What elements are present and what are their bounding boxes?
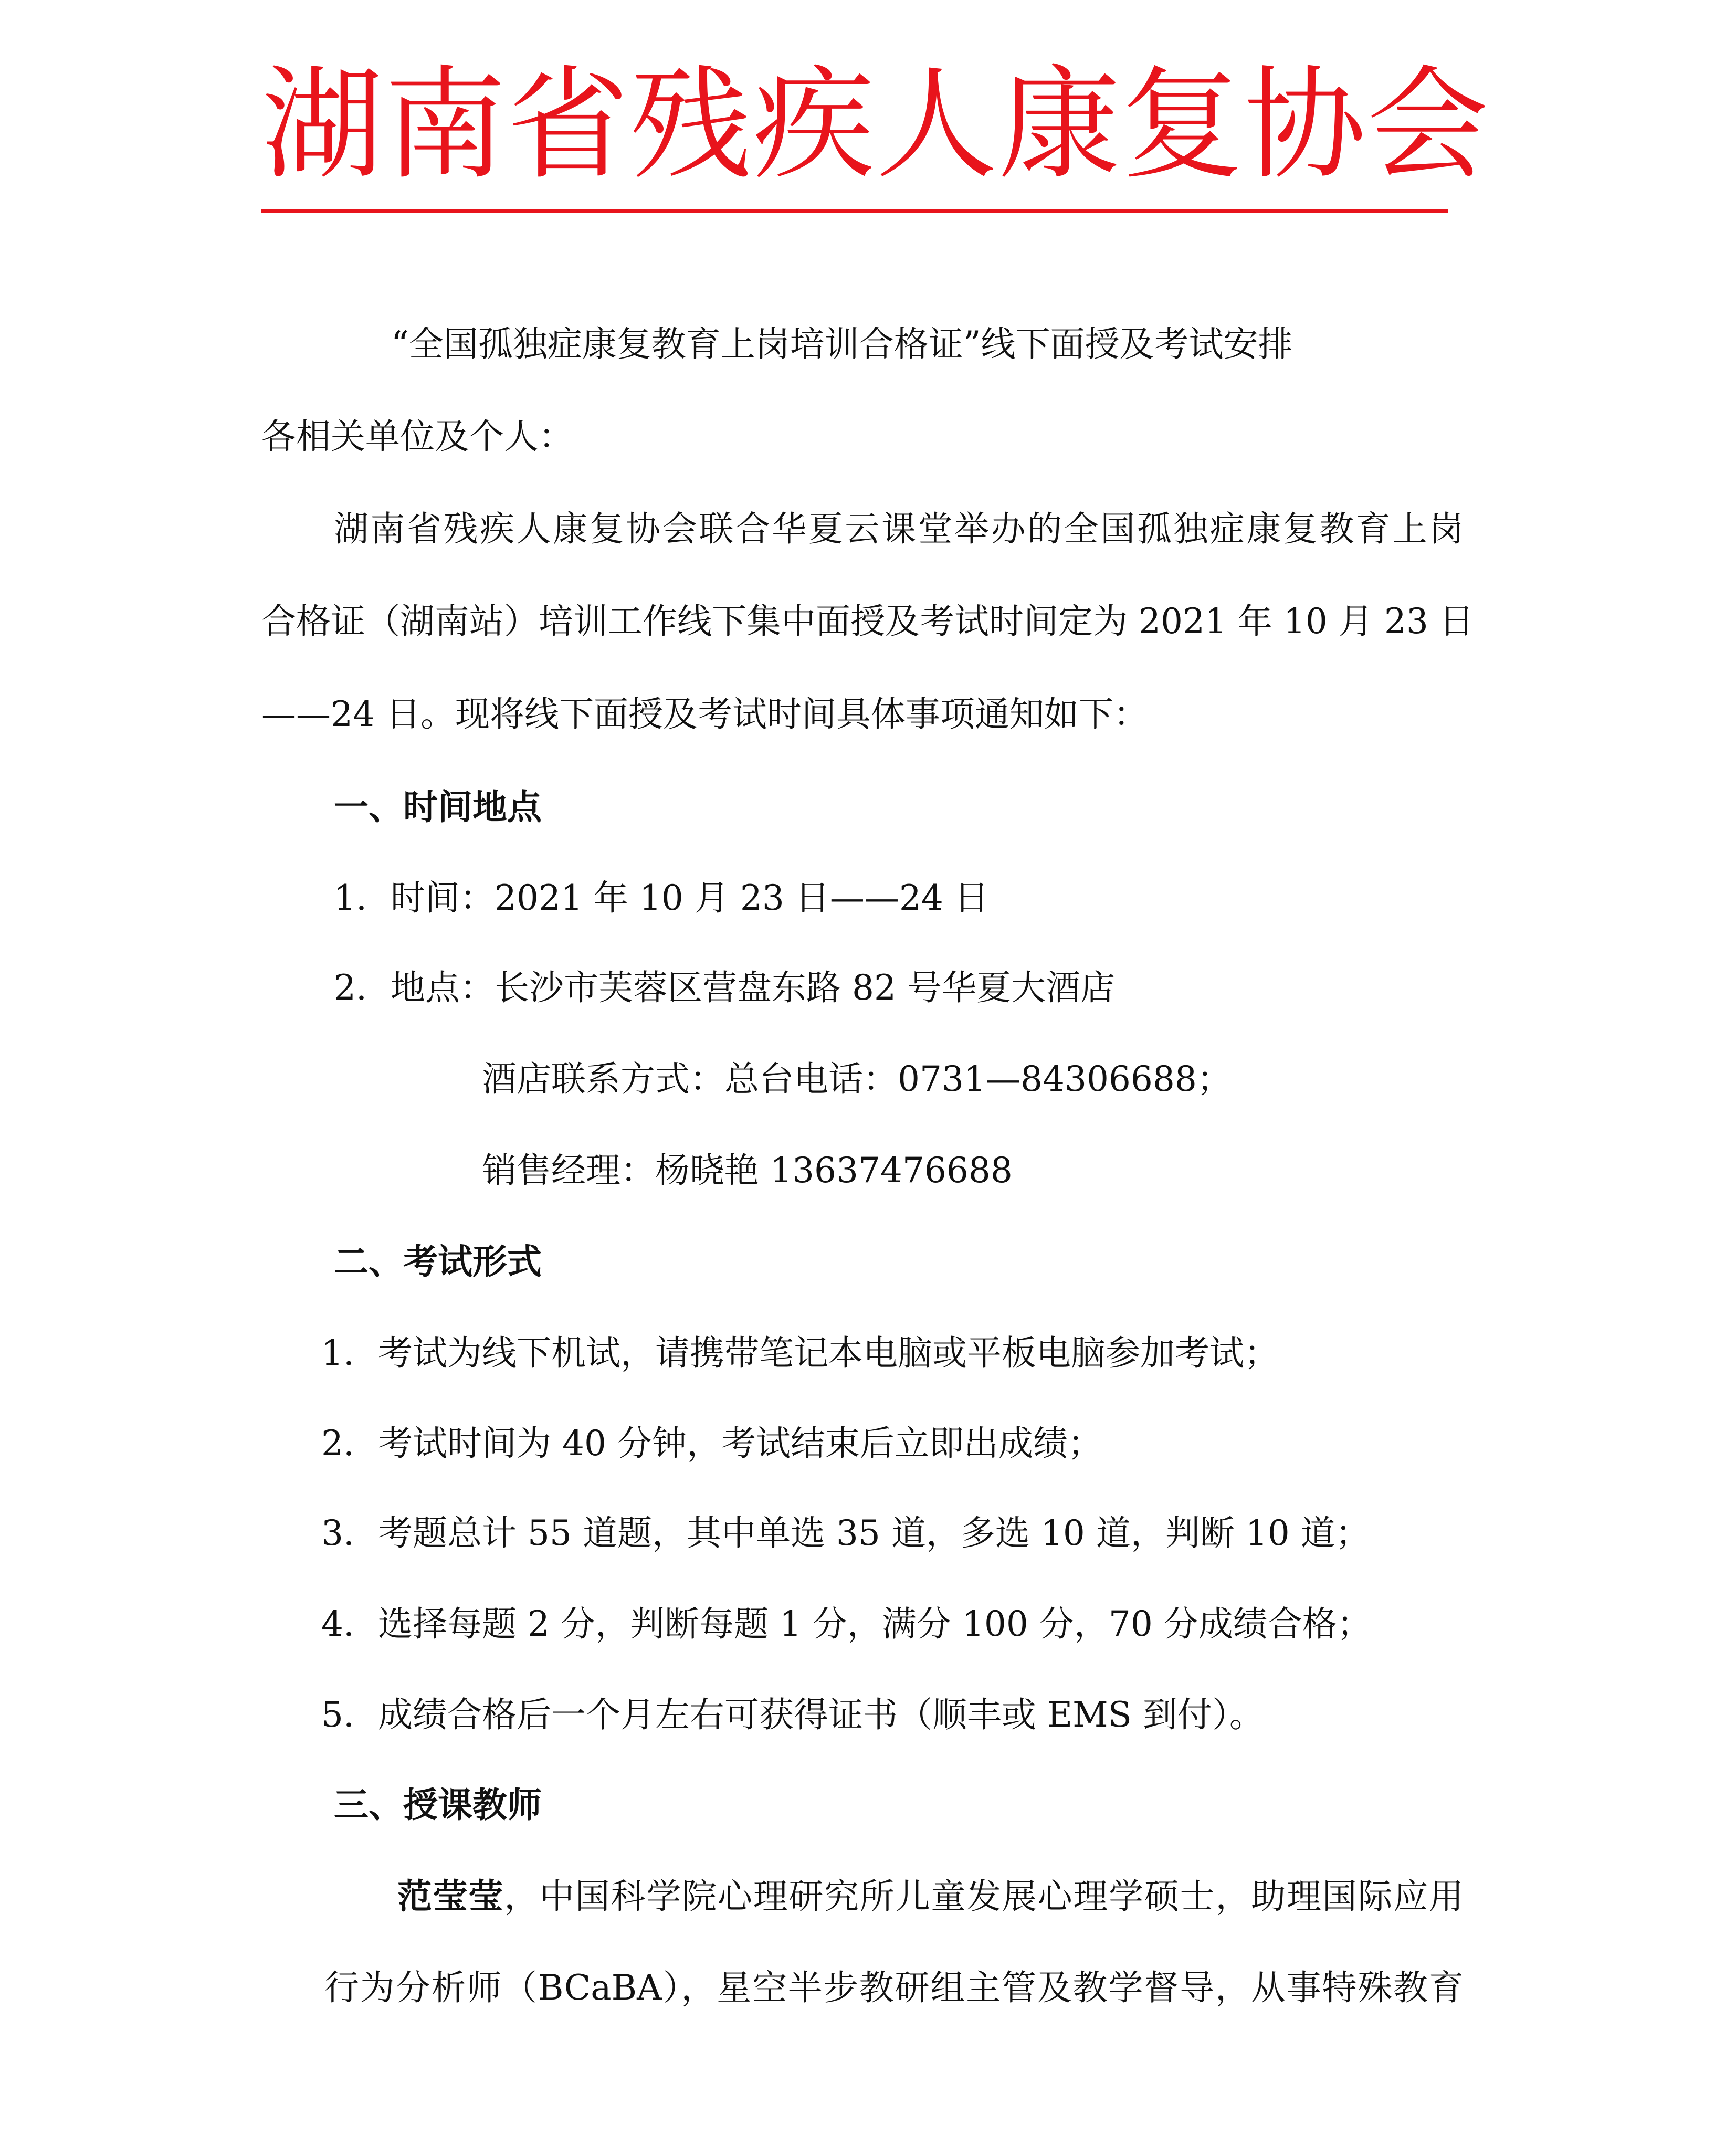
exam-list-item-5	[321, 1691, 1264, 1739]
intro-paragraph-line-3: ——24 日。现将线下面授及考试时间具体事项通知如下：	[261, 694, 1148, 734]
exam-list-item-3	[321, 1510, 1370, 1557]
section-heading-time-location: 一、时间地点	[334, 786, 542, 827]
hotel-contact-line: 酒店联系方式：总台电话：0731—84306688；	[482, 1059, 1232, 1099]
list-item-time	[334, 875, 989, 922]
list-item-number: 4.	[321, 1604, 354, 1644]
list-item-number: 3.	[321, 1513, 354, 1553]
list-item-number: 5.	[321, 1695, 354, 1735]
intro-paragraph-line-1: 湖南省残疾人康复协会联合华夏云课堂举办的全国孤独症康复教育上岗	[334, 509, 1464, 549]
list-item-text: 考题总计 55 道题，其中单选 35 道，多选 10 道，判断 10 道；	[378, 1513, 1370, 1553]
list-item-number: 2.	[334, 967, 367, 1008]
salutation: 各相关单位及个人：	[261, 416, 573, 457]
list-item-number: 1.	[321, 1333, 354, 1373]
list-item-text: 选择每题 2 分，判断每题 1 分，满分 100 分，70 分成绩合格；	[378, 1604, 1372, 1644]
list-item-number: 1.	[334, 878, 367, 918]
teacher-name: 范莹莹	[397, 1876, 504, 1917]
exam-list-item-4	[321, 1601, 1372, 1648]
list-item-text: 地点：长沙市芙蓉区营盘东路 82 号华夏大酒店	[391, 967, 1115, 1008]
list-item-number: 2.	[321, 1423, 354, 1464]
teacher-bio-line-1	[397, 1873, 1464, 1920]
teacher-bio-text: ，中国科学院心理研究所儿童发展心理学硕士，助理国际应用	[504, 1876, 1464, 1917]
list-item-text: 考试时间为 40 分钟，考试结束后立即出成绩；	[378, 1423, 1102, 1464]
intro-paragraph-line-2: 合格证（湖南站）培训工作线下集中面授及考试时间定为 2021 年 10 月 23 日	[261, 601, 1474, 641]
teacher-bio-line-2: 行为分析师（BCaBA），星空半步教研组主管及教学督导，从事特殊教育	[324, 1968, 1464, 2008]
sales-manager-line: 销售经理：杨晓艳 13637476688	[482, 1150, 1013, 1191]
letterhead-red-rule	[261, 209, 1448, 213]
exam-list-item-1	[321, 1330, 1279, 1377]
list-item-location	[334, 964, 1115, 1012]
letterhead-title: 湖南省残疾人康复协会	[261, 54, 1490, 196]
list-item-text: 考试为线下机试，请携带笔记本电脑或平板电脑参加考试；	[378, 1333, 1279, 1373]
exam-list-item-2	[321, 1420, 1102, 1467]
section-heading-teachers: 三、授课教师	[334, 1784, 542, 1825]
list-item-text: 时间：2021 年 10 月 23 日——24 日	[391, 878, 989, 918]
section-heading-exam-format: 二、考试形式	[334, 1241, 542, 1282]
list-item-text: 成绩合格后一个月左右可获得证书（顺丰或 EMS 到付）。	[378, 1695, 1264, 1735]
document-title: “全国孤独症康复教育上岗培训合格证”线下面授及考试安排	[391, 324, 1293, 364]
